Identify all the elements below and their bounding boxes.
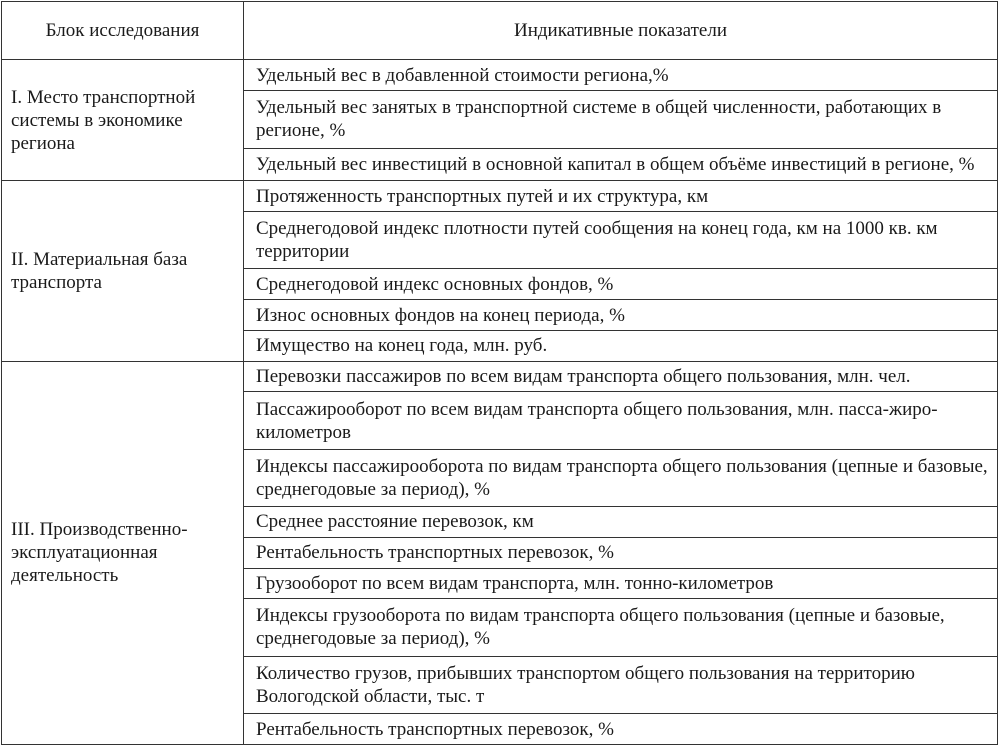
indicator-cell: Удельный вес занятых в транспортной системе в общей численности, работающих в регионе, % xyxy=(244,91,998,148)
indicator-cell: Износ основных фондов на конец периода, % xyxy=(244,300,998,331)
indicator-cell: Среднегодовой индекс плотности путей сообщения на конец года, км на 1000 кв. км территории xyxy=(244,212,998,269)
header-row xyxy=(2,2,998,60)
indicator-cell: Грузооборот по всем видам транспорта, млн. тонно-километров xyxy=(244,568,998,599)
indicator-cell: Среднее расстояние перевозок, км xyxy=(244,507,998,538)
header-indicator-column: Индикативные показатели xyxy=(244,2,998,60)
indicator-cell: Удельный вес инвестиций в основной капитал в общем объёме инвестиций в регионе, % xyxy=(244,148,998,181)
indicator-cell: Количество грузов, прибывших транспортом общего пользования на территорию Вологодской области, тыс. т xyxy=(244,656,998,713)
indicators-table xyxy=(1,1,998,745)
block-title-1: I. Место транспортной системы в экономике региона xyxy=(2,60,244,181)
indicator-cell: Имущество на конец года, млн. руб. xyxy=(244,330,998,361)
header-block-column: Блок исследования xyxy=(2,2,244,60)
table-row xyxy=(2,60,998,91)
indicator-cell: Рентабельность транспортных перевозок, % xyxy=(244,537,998,568)
indicator-cell: Индексы пассажирооборота по видам транспорта общего пользования (цепные и базовые, среднегодовые за период), % xyxy=(244,449,998,506)
table-row xyxy=(2,181,998,212)
block-title-3: III. Производственно-эксплуатационная деятельность xyxy=(2,361,244,744)
indicator-cell: Пассажирооборот по всем видам транспорта общего пользования, млн. пасса-жиро-километров xyxy=(244,392,998,449)
indicator-cell: Рентабельность транспортных перевозок, % xyxy=(244,714,998,745)
indicator-cell: Индексы грузооборота по видам транспорта общего пользования (цепные и базовые, среднегодовые за период), % xyxy=(244,599,998,656)
block-title-2: II. Материальная база транспорта xyxy=(2,181,244,361)
indicator-cell: Среднегодовой индекс основных фондов, % xyxy=(244,269,998,300)
indicator-cell: Протяженность транспортных путей и их структура, км xyxy=(244,181,998,212)
indicator-cell: Перевозки пассажиров по всем видам транспорта общего пользования, млн. чел. xyxy=(244,361,998,392)
indicator-cell: Удельный вес в добавленной стоимости региона,% xyxy=(244,60,998,91)
table-row xyxy=(2,361,998,392)
